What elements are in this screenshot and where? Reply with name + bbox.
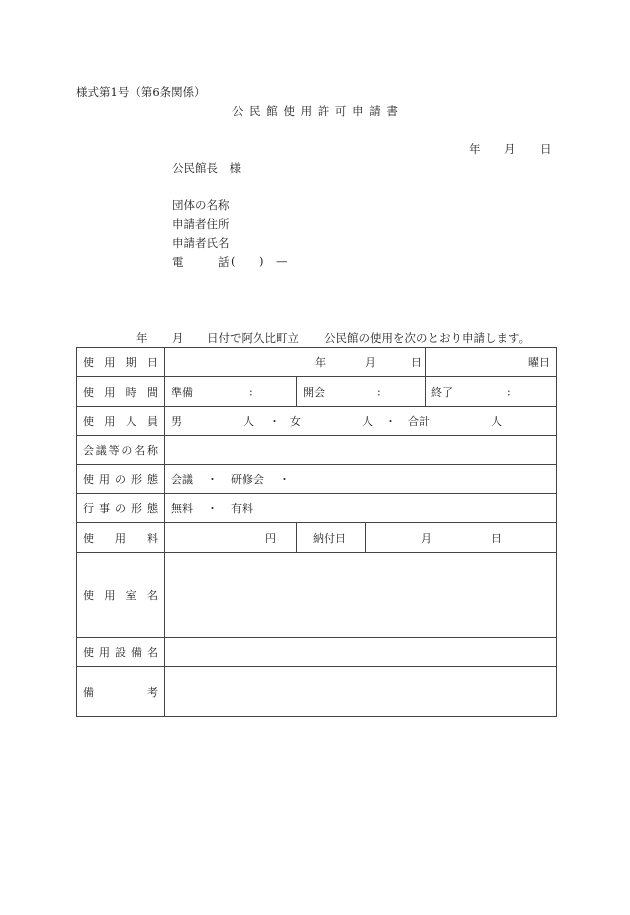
addressee: 公民館長 様 [172, 161, 241, 175]
row-use-date [77, 348, 557, 377]
row-usage-form [77, 465, 557, 494]
label-char: 形 [131, 502, 142, 515]
label-people [77, 407, 165, 436]
statement-date-text: 日付で阿久比町立 [207, 331, 299, 345]
applicant-name-label: 申請者氏名 [172, 236, 230, 250]
label-char: 用 [104, 385, 116, 399]
usage-form-field[interactable] [165, 465, 557, 494]
label-text-people [83, 413, 158, 429]
label-char: 日 [146, 356, 158, 369]
time-end-colon: : [507, 385, 511, 398]
label-char: 使 [83, 589, 94, 602]
time-prep-colon: : [249, 385, 253, 398]
label-char: 称 [146, 444, 158, 457]
phone-dash: — [276, 254, 288, 268]
label-meeting-name [77, 436, 165, 465]
people-field[interactable] [165, 407, 557, 436]
label-text-time [83, 384, 158, 400]
meeting-name-field[interactable] [165, 436, 557, 465]
use-date-field[interactable] [165, 348, 557, 377]
time-open-label: 開会 [303, 385, 325, 399]
label-char: 用 [104, 415, 116, 428]
date-year: 年 [469, 142, 481, 156]
fee-pay-date-label: 納付日 [313, 531, 346, 545]
page-title: 公 民 館 使 用 許 可 申 請 書 [232, 104, 399, 118]
label-char: 用 [99, 646, 110, 659]
label-char: 等 [108, 444, 120, 457]
label-char: 備 [131, 646, 142, 659]
statement-text: 公民館の使用を次のとおり申請します。 [324, 331, 531, 345]
people-female-unit: 人 [362, 415, 373, 428]
statement-year: 年 [136, 331, 148, 345]
use-date-weekday: 曜日 [528, 356, 550, 369]
people-dot-1: ・ [269, 415, 280, 428]
fee-day: 日 [491, 531, 502, 545]
label-char: の [121, 444, 133, 457]
label-char: の [115, 502, 126, 515]
label-fee [77, 523, 165, 553]
label-char: 設 [115, 646, 126, 659]
time-prep-label: 準備 [171, 385, 193, 399]
label-char: 事 [99, 502, 110, 515]
people-total-label: 合計 [408, 415, 430, 428]
label-char: 使 [83, 356, 94, 369]
form-number: 様式第1号（第6条関係） [76, 85, 206, 99]
time-end-label: 終了 [431, 385, 453, 399]
application-table [76, 347, 557, 717]
time-open-colon: : [377, 385, 381, 398]
use-time-field[interactable] [165, 377, 557, 407]
label-char: 間 [146, 385, 158, 399]
label-text-date [83, 354, 158, 370]
label-char: 行 [83, 502, 94, 515]
label-char: 会 [83, 444, 94, 457]
label-char: 時 [125, 385, 137, 399]
people-female-label: 女 [290, 415, 301, 428]
row-meeting-name [77, 436, 557, 465]
usage-dot-2: ・ [279, 473, 290, 486]
fee-field[interactable] [165, 523, 557, 553]
label-use-time [77, 377, 165, 407]
room-field[interactable] [165, 553, 557, 638]
cell-divider [296, 377, 297, 406]
label-char: 名 [147, 646, 158, 659]
statement-month: 月 [172, 331, 184, 345]
label-char: 考 [147, 685, 158, 699]
label-char: 使 [83, 531, 94, 545]
label-char: の [115, 473, 126, 486]
label-char: 態 [147, 502, 158, 515]
row-people [77, 407, 557, 436]
label-equipment [77, 638, 165, 667]
label-char: 形 [131, 473, 142, 486]
phone-paren-close: ) [259, 254, 264, 268]
date-day: 日 [540, 142, 552, 156]
cell-divider [365, 523, 366, 552]
event-option-free[interactable]: 無料 [171, 502, 193, 515]
equipment-field[interactable] [165, 638, 557, 667]
phone-label-1: 電 [172, 255, 184, 269]
fee-month: 月 [421, 531, 432, 545]
phone-paren-open: ( [231, 254, 236, 268]
use-date-year: 年 [315, 356, 326, 369]
date-month: 月 [504, 142, 516, 156]
remarks-field[interactable] [165, 667, 557, 717]
people-male-unit: 人 [243, 415, 254, 428]
usage-option-training[interactable]: 研修会 [231, 473, 264, 486]
label-text-meeting [83, 442, 158, 458]
cell-divider [425, 348, 426, 376]
label-char: 態 [147, 473, 158, 486]
label-text-room [83, 587, 158, 603]
people-dot-2: ・ [385, 415, 396, 428]
use-date-month: 月 [365, 356, 376, 369]
people-male-label: 男 [171, 415, 182, 428]
label-char: 用 [104, 589, 116, 602]
row-fee [77, 523, 557, 553]
label-text-fee [83, 530, 158, 546]
label-char: 使 [83, 415, 94, 428]
label-use-date [77, 348, 165, 377]
applicant-address-label: 申請者住所 [172, 217, 230, 231]
label-text-remarks [83, 684, 158, 700]
fee-yen: 円 [265, 531, 276, 545]
label-char: 用 [104, 356, 116, 369]
people-total-unit: 人 [491, 415, 502, 428]
label-char: 使 [83, 473, 94, 486]
phone-label-2: 話 [218, 255, 230, 269]
event-form-field[interactable] [165, 494, 557, 523]
label-remarks [77, 667, 165, 717]
label-char: 室 [125, 589, 137, 602]
label-char: 期 [125, 356, 137, 369]
label-char: 使 [83, 646, 94, 659]
use-date-day: 日 [411, 356, 422, 369]
row-event-form [77, 494, 557, 523]
label-room [77, 553, 165, 638]
label-char: 員 [146, 415, 158, 428]
row-equipment [77, 638, 557, 667]
label-event-form [77, 494, 165, 523]
label-char: 名 [134, 444, 146, 457]
event-option-paid[interactable]: 有料 [231, 502, 253, 515]
label-char: 料 [147, 531, 158, 545]
group-name-label: 団体の名称 [172, 198, 230, 212]
event-dot: ・ [207, 502, 218, 515]
cell-divider [296, 523, 297, 552]
label-char: 人 [125, 415, 137, 428]
cell-divider [425, 377, 426, 406]
label-usage-form [77, 465, 165, 494]
label-text-usage [83, 471, 158, 487]
label-text-event [83, 500, 158, 516]
row-use-time [77, 377, 557, 407]
label-char: 用 [115, 531, 126, 545]
label-char: 備 [83, 685, 94, 699]
usage-dot-1: ・ [207, 473, 218, 486]
usage-option-meeting[interactable]: 会議 [171, 473, 193, 486]
label-char: 用 [99, 473, 110, 486]
label-char: 使 [83, 385, 94, 399]
row-room [77, 553, 557, 638]
label-text-equip [83, 644, 158, 660]
row-remarks [77, 667, 557, 717]
label-char: 議 [95, 444, 107, 457]
label-char: 名 [146, 589, 158, 602]
